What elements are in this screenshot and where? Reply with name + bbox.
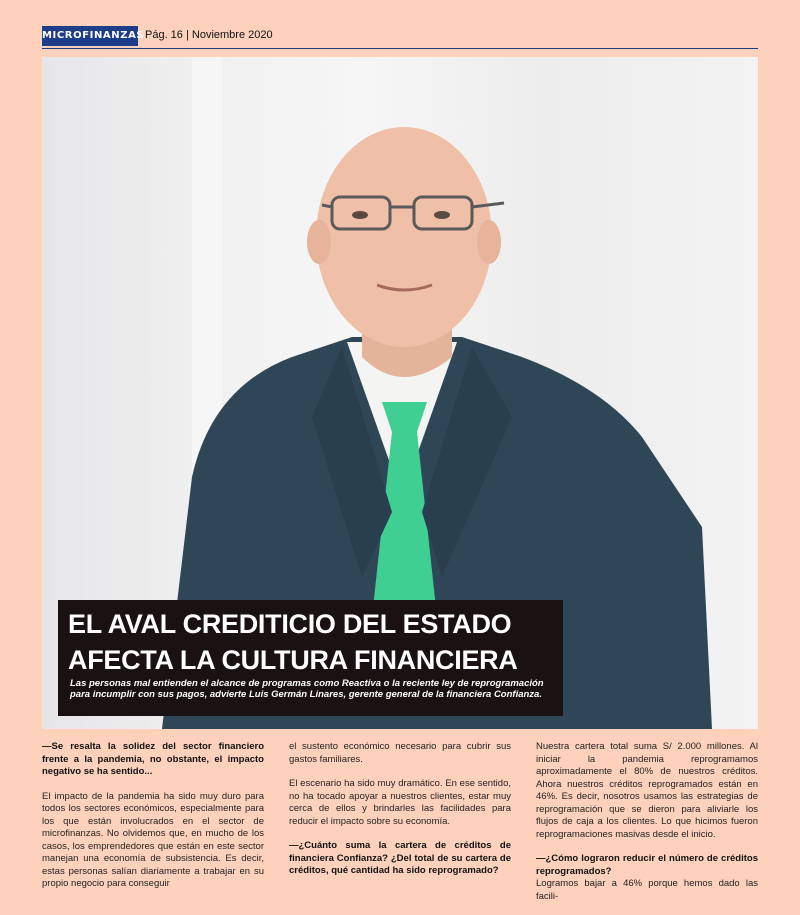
section-logo: MICROFINANZAS [42,26,138,46]
article-column-3 [536,741,758,915]
question-1: —Se resalta la solidez del sector financiero frente a la pandemia, no obstante, el impacto negativo se ha sentido... [42,741,264,777]
headline-line-1: EL AVAL CREDITICIO DEL ESTADO [68,609,512,639]
article-column-1 [42,741,264,903]
answer-1-paragraph-2: El escenario ha sido muy dramático. En ese sentido, no ha tocado apoyar a nuestros clientes, estar muy cerca de ellos y brindarles las facilidades para reducir el impacto sobre su economía. [289,778,511,827]
headline-box [58,600,563,716]
answer-3: Logramos bajar a 46% porque hemos dado las facili- [536,878,758,902]
question-2: —¿Cuánto suma la cartera de créditos de financiera Confianza? ¿Del total de su cartera de créditos, qué cantidad ha sido reprogramado? [289,840,511,876]
article-column-2 [289,741,511,890]
answer-2: Nuestra cartera total suma S/ 2.000 millones. Al iniciar la pandemia reprogramamos aproximadamente el 80% de nuestros créditos. Ahora nuestros créditos reprogramados están en 46%. Es decir, nosotros usamos las estrategias de reprogramación que se dieron para aliviarle los flujos de caja a los clientes. Lo que hicimos fueron reprogramaciones masivas desde el inicio. [536,741,758,840]
headline [68,606,558,678]
question-3: —¿Cómo lograron reducir el número de créditos reprogramados? [536,853,758,877]
answer-1-continued: el sustento económico necesario para cubrir sus gastos familiares. [289,741,511,765]
headline-line-2: AFECTA LA CULTURA FINANCIERA [68,645,518,675]
page-info: Pág. 16 | Noviembre 2020 [145,29,273,41]
answer-1: El impacto de la pandemia ha sido muy duro para todos los sectores económicos, especialmente para los que están involucrados en el sector de microfinanzas. No olvidemos que, en mucho de los casos, los emprendedores que están en este sector manejan una economía de subsistencia. Es decir, estas personas salían diariamente a trabajar en su propio negocio para conseguir [42,790,264,889]
subheadline: Las personas mal entienden el alcance de programas como Reactiva o la reciente ley de reprogramación para incumplir con sus pagos, advierte Luis Germán Linares, gerente general de la financiera Confianza. [70,678,544,700]
page-header [42,26,758,49]
